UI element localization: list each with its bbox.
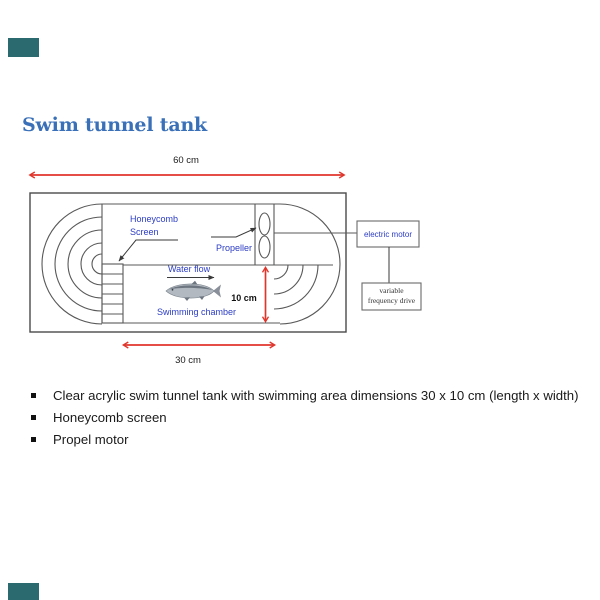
list-item [31, 409, 591, 431]
honeycomb-label-line1: Honeycomb [130, 214, 179, 224]
water-flow-label: Water flow [168, 264, 211, 274]
fish-image [166, 281, 221, 301]
dimension-chamber-height-label: 10 cm [231, 293, 257, 303]
right-turning-vanes [274, 204, 340, 324]
propeller-label: Propeller [216, 243, 253, 253]
left-turning-vanes [42, 204, 102, 324]
honeycomb-screen [102, 264, 123, 323]
bullet-icon [31, 393, 36, 398]
propeller-blade-top [259, 213, 270, 235]
bullet-list [31, 387, 591, 453]
swim-tunnel-diagram [0, 140, 460, 385]
honeycomb-label-line2: Screen [130, 227, 159, 237]
bullet-icon [31, 437, 36, 442]
swimming-chamber-label: Swimming chamber [157, 307, 237, 317]
dimension-total-length-label: 60 cm [173, 155, 199, 166]
vfd-label-line2: frequency drive [367, 296, 416, 305]
propeller-leader-line [211, 228, 256, 237]
bullet-text: Clear acrylic swim tunnel tank with swimming area dimensions 30 x 10 cm (length x width) [53, 388, 579, 403]
bullet-text: Honeycomb screen [53, 410, 167, 425]
bullet-icon [31, 415, 36, 420]
propeller-blade-bottom [259, 236, 270, 258]
electric-motor-label: electric motor [363, 230, 413, 239]
accent-bar-top [8, 38, 39, 57]
vfd-label-line1: variable [379, 286, 404, 295]
page-title: Swim tunnel tank [22, 114, 208, 136]
list-item [31, 387, 591, 409]
honeycomb-leader-line [119, 240, 178, 261]
dimension-chamber-length-label: 30 cm [175, 355, 201, 366]
accent-bar-bottom [8, 583, 39, 600]
list-item [31, 431, 591, 453]
propeller-section [255, 204, 274, 265]
bullet-text: Propel motor [53, 432, 129, 447]
